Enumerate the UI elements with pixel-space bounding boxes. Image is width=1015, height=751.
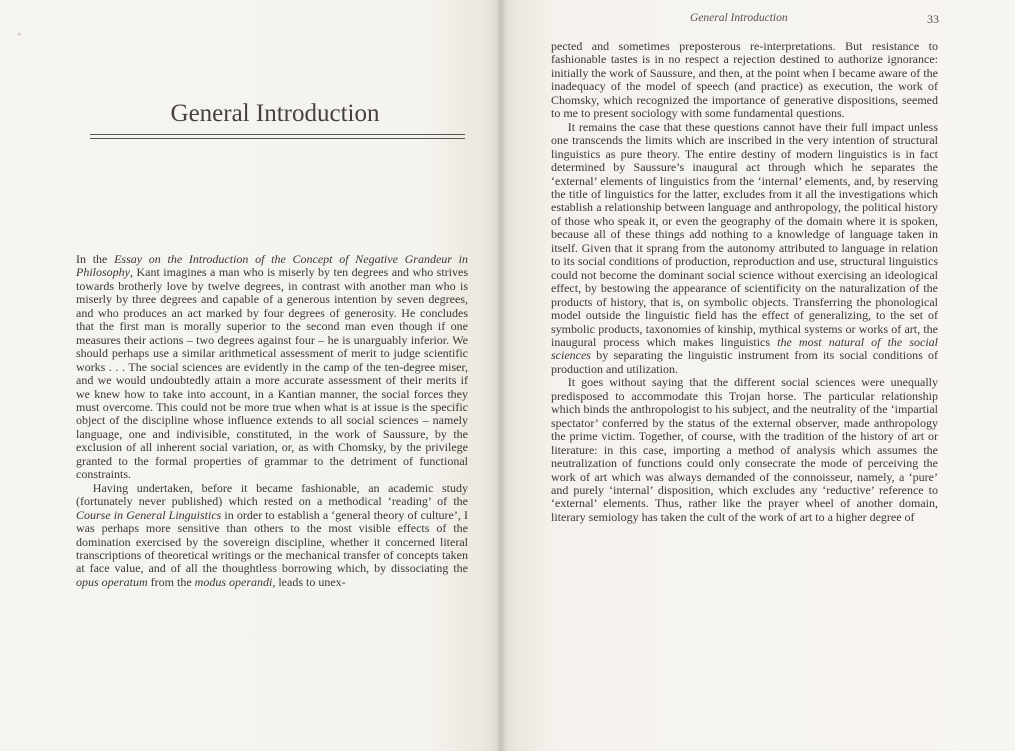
text-run: by separating the linguistic instrument from its social conditions of production and utilization. bbox=[551, 348, 938, 376]
title-rule-bottom bbox=[90, 138, 465, 139]
paragraph bbox=[76, 482, 468, 590]
paragraph bbox=[551, 121, 938, 377]
paragraph bbox=[551, 40, 938, 121]
right-text-column bbox=[551, 40, 938, 524]
text-run: It goes without saying that the different social sciences were unequally predisposed to accommodate this Trojan horse. The particular relationship which binds the anthropologist to his subject, and the neutrality of the ‘impartial spectator’ conferred by the status of the external observer, made anthropology the prime victim. Together, of course, with the tradition of the history of art or literature: in this case, importing a method of analysis which assumes the neutralization of functions could only consecrate the mode of perceiving the work of art which was always demanded of the connoisseur, namely, a ‘pure’ and purely ‘internal’ disposition, which excludes any ‘reductive’ reference to ‘external’ elements. Thus, rather like the prayer wheel of another domain, literary semiology has taken the cult of the work of art to a higher degree of bbox=[551, 375, 938, 524]
italic-run: opus operatum bbox=[76, 574, 148, 589]
paragraph bbox=[551, 376, 938, 524]
running-head: General Introduction bbox=[690, 12, 788, 24]
chapter-title: General Introduction bbox=[170, 100, 380, 127]
text-run: It remains the case that these questions cannot have their full impact unless one transcends the limits which are inscribed in the very intention of structural linguistics as pure theory. The entire destiny of modern linguistics is in fact determined by Saussure’s inaugural act through which he separates the ‘external’ elements of linguistics from the ‘internal’ elements, and, by reserving the title of linguistics for the latter, excludes from it all the investigations which establish a relationship between language and anthropology, the political history of those who speak it, or even the geography of the domain where it is spoken, because all of these things add nothing to a knowledge of language taken in itself. Given that it sprang from the autonomy attributed to language in relation to its social conditions of production, reproduction and use, structural linguistics could not become the dominant social science without exercising an ideological effect, by bestowing the appearance of scientificity on the naturalization of the products of history, that is, on symbolic objects. Transferring the phonological model outside the linguistic field has the effect of generalizing, to the set of symbolic products, taxonomies of kinship, mythical systems or works of art, the inaugural process which makes linguistics bbox=[551, 119, 938, 349]
italic-run: Course in General Linguistics bbox=[76, 507, 222, 522]
text-run: , leads to unex- bbox=[272, 574, 346, 589]
text-run: from the bbox=[147, 574, 195, 589]
title-rule-top bbox=[90, 134, 465, 135]
italic-run: Essay on the Introduction of the Concept of Negative Grandeur in Philosophy bbox=[76, 252, 469, 280]
corner-mark: * bbox=[17, 31, 22, 41]
left-page bbox=[0, 0, 500, 751]
text-run: , Kant imagines a man who is miserly by ten degrees and who strives towards brotherly love by twelve degrees, in contrast with another man who is miserly by three degrees and capable of a generous intention by seven degrees, and who produces an act marked by four degrees of generosity. He concludes that the first man is morally superior to the second man even though if one measures their actions – two degrees against four – he is unarguably inferior. We should perhaps use a similar arithmetical assessment of merit to judge scientific works . . . The social sciences are evidently in the camp of the ten-degree miser, and we would undoubtedly attain a more accurate assessment of their merits if we knew how to take into account, in a Kantian manner, the social forces they must overcome. This could not be more true when what is at issue is the specific object of the discipline whose influence extends to all social sciences – namely language, one and indivisible, constituted, in the work of Saussure, by the exclusion of all inherent social variation, or, as with Chomsky, by the privilege granted to the formal properties of grammar to the detriment of functional constraints. bbox=[76, 265, 468, 482]
italic-run: the most natural of the social sciences bbox=[551, 334, 939, 363]
text-run: Having undertaken, before it became fashionable, an academic study (fortunately never published) which rested on a methodical ‘reading’ of the bbox=[76, 480, 468, 509]
text-run: In the bbox=[76, 252, 115, 266]
book-gutter bbox=[496, 0, 506, 751]
text-run: in order to establish a ‘general theory of culture’, I was perhaps more sensitive than others to the most visible effects of the domination exercised by the sovereign discipline, whether it concerned literal transcriptions of theoretical writings or the mechanical transfer of concepts taken at face value, and of all the thoughtless borrowing which, by dissociating the bbox=[76, 507, 468, 576]
page-number: 33 bbox=[927, 12, 939, 26]
paragraph bbox=[76, 253, 468, 482]
text-run: pected and sometimes preposterous re-interpretations. But resistance to fashionable tastes is in no respect a rejection destined to authorize ignorance: initially the work of Saussure, and then, at the point when I became aware of the inadequacy of the model of speech (and practice) as execution, the work of Chomsky, which recognized the importance of generative dispositions, seemed to me to present sociology with some fundamental questions. bbox=[551, 39, 938, 121]
italic-run: modus operandi bbox=[194, 574, 273, 589]
left-text-column bbox=[76, 253, 468, 589]
